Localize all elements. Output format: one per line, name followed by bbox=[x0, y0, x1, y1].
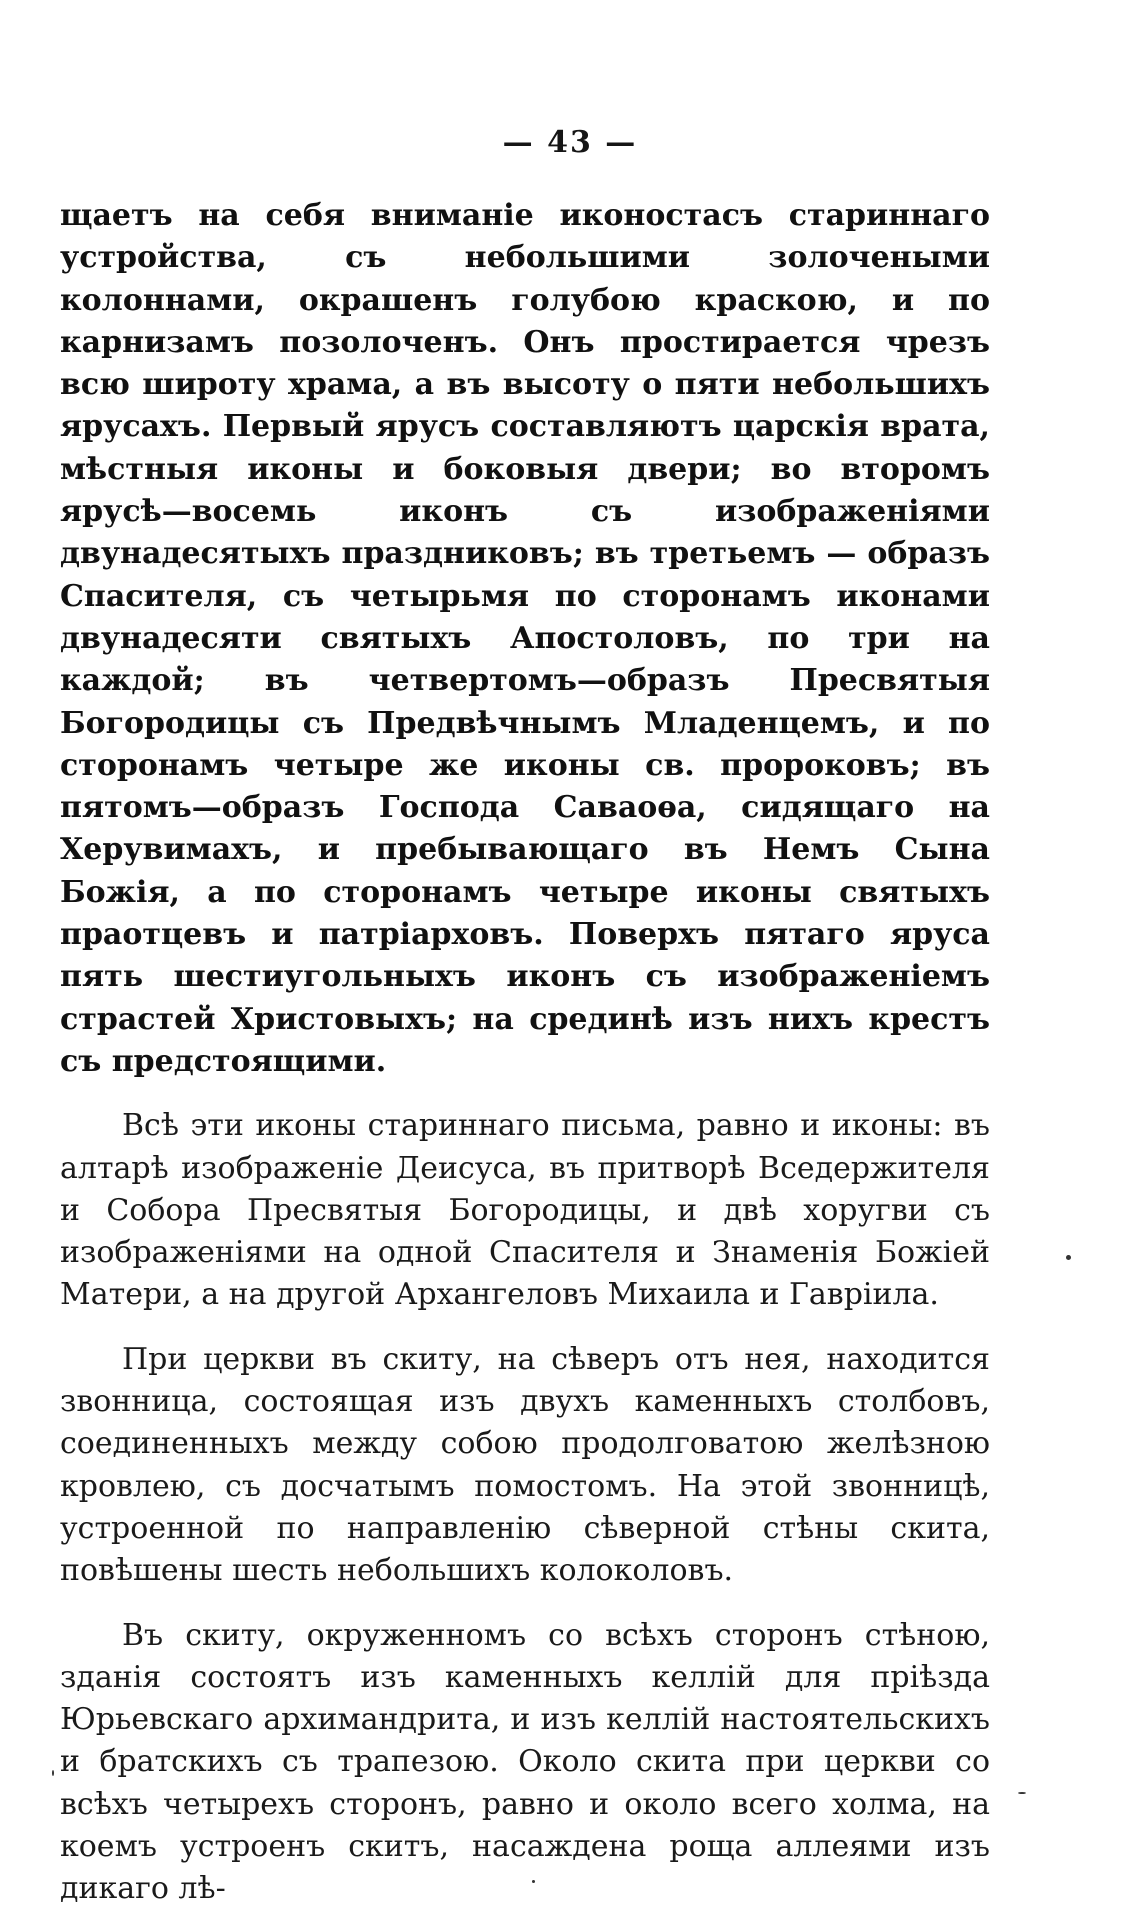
print-speck bbox=[1066, 1255, 1071, 1260]
paragraph-skete-buildings: Въ скиту, окруженномъ со всѣхъ сторонъ стѣною, зданія состоятъ изъ каменныхъ келлій для пріѣзда Юрьевскаго архимандрита, и изъ келлій настоятельскихъ и братскихъ съ трапезою. Около скита при церкви со всѣхъ четырехъ сторонъ, равно и около всего холма, на коемъ устроенъ скитъ, насаждена роща аллеями изъ дикаго лѣ- bbox=[60, 1617, 990, 1907]
page-text-body bbox=[60, 195, 990, 1911]
paragraph-iconostasis: щаетъ на себя вниманіе иконостасъ стариннаго устройства, съ небольшими золочеными колоннами, окрашенъ голубою краскою, и по карнизамъ позолоченъ. Онъ простирается чрезъ всю ширoту храма, а въ высоту о пяти небольшихъ ярусахъ. Первый ярусъ составляютъ царскія врата, мѣстныя иконы и боковыя двери; во второмъ ярусѣ—восемь иконъ съ изображеніями двунадесятыхъ праздниковъ; въ третьемъ — образъ Спасителя, съ четырьмя по сторонамъ иконами двунадесяти святыхъ Апостоловъ, по три на каждой; въ четвертомъ—образъ Пресвятыя Богородицы съ Предвѣчнымъ Младенцемъ, и по сторонамъ четыре же иконы св. пророковъ; въ пятомъ—образъ Господа Саваоѳа, сидящаго на Херувимахъ, и пребывающаго въ Немъ Сына Божія, а по сторонамъ четыре иконы святыхъ праотцевъ и патріарховъ. Поверхъ пятаго яруса пять шестиугольныхъ иконъ съ изображеніемъ страстей Христовыхъ; на срединѣ изъ нихъ крестъ съ предстоящими. bbox=[60, 198, 990, 1079]
print-speck bbox=[532, 1880, 535, 1883]
paragraph-belfry: При церкви въ скиту, на сѣверъ отъ нея, находится звонница, состоящая изъ двухъ каменныхъ столбовъ, соединенныхъ между собою продолговатою желѣзною кровлею, съ досчатымъ помостомъ. На этой звонницѣ, устроенной по направленію сѣверной стѣны скита, повѣшены шесть небольшихъ колоколовъ. bbox=[60, 1341, 990, 1589]
print-speck bbox=[52, 1770, 54, 1776]
page-number: — 43 — bbox=[502, 125, 638, 160]
paragraph-icons: Всѣ эти иконы стариннаго письма, равно и иконы: въ алтарѣ изображеніе Деисуса, въ притворѣ Вседержителя и Собора Пресвятыя Богородицы, и двѣ хоругви съ изображеніями на одной Спасителя и Знаменія Божіей Матери, а на другой Архангеловъ Михаила и Гавріила. bbox=[60, 1108, 990, 1313]
print-speck bbox=[1018, 1792, 1026, 1794]
